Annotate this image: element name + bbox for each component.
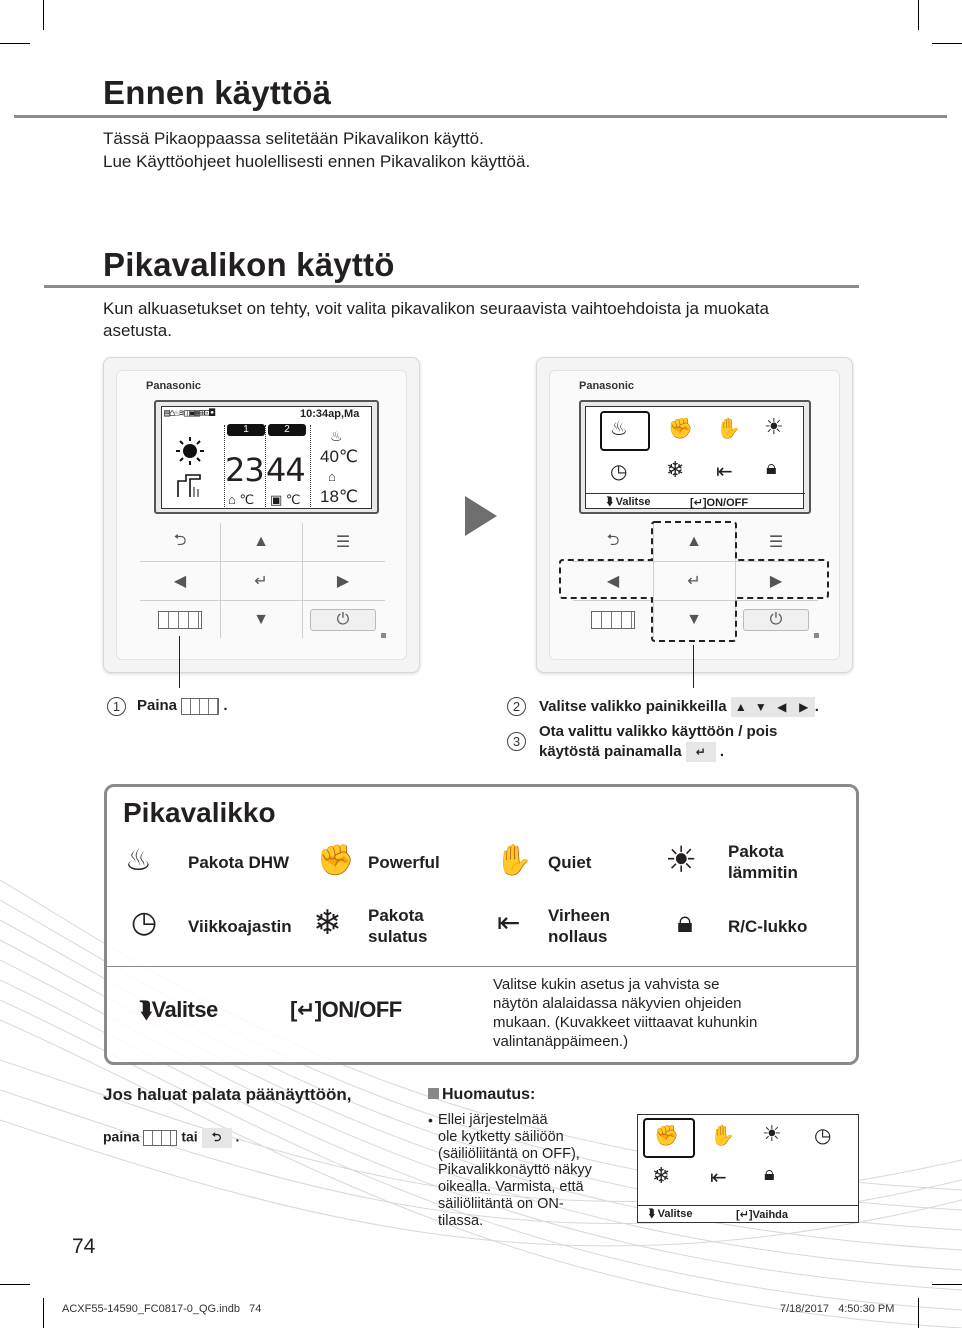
enter-key-icon: ↵ bbox=[686, 742, 716, 762]
onoff-hint: [↵]ON/OFF bbox=[290, 997, 402, 1022]
force-dhw-icon: ♨ bbox=[125, 844, 152, 877]
zone1-badge: 1 bbox=[227, 424, 265, 436]
lcd-onoff-hint: [↵]ON/OFF bbox=[690, 497, 749, 509]
tap-icon bbox=[176, 471, 206, 499]
zone1-unit-row: ⌂ ℃ bbox=[228, 492, 255, 507]
zone2-temp: 44 bbox=[266, 451, 305, 489]
crop-mark bbox=[918, 1298, 919, 1328]
left-button[interactable]: ◀ bbox=[606, 573, 620, 590]
weekly-timer-icon: ◷ bbox=[131, 906, 158, 939]
section2-intro-line2: asetusta. bbox=[103, 321, 172, 340]
left-button[interactable]: ◀ bbox=[173, 573, 187, 590]
crop-mark bbox=[0, 43, 30, 44]
footer-file: ACXF55-14590_FC0817-0_QG.indb 74 bbox=[62, 1303, 262, 1315]
step2-text: Valitse valikko painikkeilla ▲ ▼ ◀ ▶ . bbox=[539, 697, 819, 717]
lcd-clock: 10:34ap,Ma bbox=[300, 408, 360, 420]
down-button[interactable]: ▼ bbox=[686, 611, 702, 628]
crop-mark bbox=[0, 1284, 30, 1285]
rc-lock-icon: 🔒︎ bbox=[766, 457, 777, 479]
left-key-icon: ◀ bbox=[771, 697, 793, 717]
back-button[interactable]: ⮌ bbox=[606, 531, 620, 549]
weekly-timer-icon: ◷ bbox=[610, 461, 628, 483]
menu-label-powerful: Powerful bbox=[368, 853, 440, 872]
tank-icon: ♨ bbox=[330, 428, 343, 444]
crop-mark bbox=[932, 1284, 962, 1285]
up-button[interactable]: ▲ bbox=[253, 533, 269, 550]
error-reset-icon: ⇤ bbox=[710, 1167, 727, 1189]
section2-intro-line1: Kun alkuasetukset on tehty, voit valita pikavalikon seuraavista vaihtoehdoista ja muokata bbox=[103, 299, 769, 318]
menu-label-weekly-timer: Viikkoajastin bbox=[188, 917, 292, 936]
right-button[interactable]: ▶ bbox=[769, 573, 783, 590]
down-button[interactable]: ▼ bbox=[253, 611, 269, 628]
step3-text: Ota valittu valikko käyttöön / pois käytöstä painamalla ↵ . bbox=[539, 722, 777, 762]
remote-controller-quickmenu bbox=[536, 357, 853, 673]
small-lcd-vaihda: [↵]Vaihda bbox=[736, 1209, 789, 1221]
right-key-icon: ▶ bbox=[793, 697, 815, 717]
down-key-icon: ▼ bbox=[751, 697, 771, 717]
step1-text: Paina . bbox=[137, 697, 228, 714]
enter-button[interactable]: ↵ bbox=[254, 573, 268, 590]
menu-label-error-reset: Virheen nollaus bbox=[548, 906, 611, 946]
menu-label-force-dhw: Pakota DHW bbox=[188, 853, 290, 872]
force-heater-icon: ☀ bbox=[665, 839, 698, 880]
note-heading: Huomautus: bbox=[428, 1086, 535, 1104]
menu-button[interactable]: ☰ bbox=[335, 534, 351, 551]
right-button[interactable]: ▶ bbox=[336, 573, 350, 590]
menu-label-force-defrost: Pakota sulatus bbox=[368, 906, 428, 946]
tank-temp: 40℃ bbox=[320, 447, 359, 466]
zone2-badge: 2 bbox=[268, 424, 306, 436]
powerful-icon: ✊ bbox=[317, 844, 355, 877]
quiet-icon: ✋ bbox=[495, 844, 533, 877]
force-heater-icon: ☀ bbox=[762, 1121, 782, 1146]
enter-button[interactable]: ↵ bbox=[687, 573, 701, 590]
force-heater-icon: ☀ bbox=[764, 414, 784, 439]
brand-logo: Panasonic bbox=[579, 380, 635, 392]
section2-rule bbox=[44, 285, 859, 288]
crop-mark bbox=[43, 0, 44, 30]
sun-icon bbox=[176, 437, 204, 465]
menu-button[interactable]: ☰ bbox=[768, 534, 784, 551]
section2-title: Pikavalikon käyttö bbox=[103, 246, 395, 283]
power-button[interactable]: ⏻ bbox=[736, 601, 816, 639]
menu-label-force-heater: Pakota lämmitin bbox=[728, 842, 798, 882]
return-heading: Jos haluat palata päänäyttöön, bbox=[103, 1085, 352, 1104]
section1-title: Ennen käyttöä bbox=[103, 74, 332, 111]
quiet-icon: ✋ bbox=[710, 1125, 735, 1147]
quick-menu-key-icon bbox=[181, 698, 219, 715]
step3: 3 bbox=[507, 732, 526, 751]
valitse-hint: ⮯Valitse bbox=[139, 997, 218, 1022]
highlight-dashed-outline bbox=[557, 518, 832, 648]
powerful-icon: ✊ bbox=[668, 418, 693, 440]
crop-mark bbox=[43, 1298, 44, 1328]
rc-lock-icon: 🔒︎ bbox=[764, 1163, 775, 1185]
return-instruction: paina tai ⮌ . bbox=[103, 1128, 239, 1148]
menu-label-quiet: Quiet bbox=[548, 853, 592, 872]
step2: 2 bbox=[507, 697, 526, 716]
up-key-icon: ▲ bbox=[731, 697, 751, 717]
up-button[interactable]: ▲ bbox=[686, 533, 702, 550]
panel-title: Pikavalikko bbox=[123, 797, 276, 828]
note-text: Ellei järjestelmää ole kytketty säiliöön (säiliöliitäntä on OFF), Pikavalikkonäyttö näkyy oikealla. Varmista, että säiliöliitäntä on ON- tilassa. bbox=[438, 1112, 592, 1229]
power-button[interactable]: ⏻ bbox=[303, 601, 383, 639]
force-defrost-icon: ❄ bbox=[652, 1163, 671, 1188]
next-arrow-icon bbox=[465, 496, 497, 536]
quick-menu-panel bbox=[104, 784, 859, 1065]
menu-label-rc-lock: R/C-lukko bbox=[728, 917, 808, 936]
force-defrost-icon: ❄ bbox=[666, 457, 685, 482]
remote-controller-home bbox=[103, 357, 420, 673]
back-button[interactable]: ⮌ bbox=[173, 531, 187, 549]
lcd-display bbox=[579, 400, 811, 514]
pointer-line bbox=[693, 645, 694, 688]
lcd-display bbox=[154, 400, 379, 514]
outdoor-icon: ⌂ bbox=[328, 469, 336, 484]
pointer-line bbox=[179, 636, 180, 688]
force-defrost-icon: ❄ bbox=[313, 904, 342, 942]
error-reset-icon: ⇤ bbox=[716, 461, 733, 483]
zone1-temp: 23 bbox=[225, 451, 264, 489]
quick-menu-key-icon bbox=[143, 1130, 177, 1146]
section1-rule bbox=[14, 115, 947, 118]
panel-note: Valitse kukin asetus ja vahvista se näytön alalaidassa näkyvien ohjeiden mukaan. (Kuvakkeet viittaavat kuhunkin valintanäppäimeen.) bbox=[493, 976, 758, 1050]
quiet-icon: ✋ bbox=[716, 418, 741, 440]
rc-lock-icon: 🔒︎ bbox=[677, 906, 693, 939]
outdoor-temp: 18℃ bbox=[320, 487, 359, 506]
step1: 1 bbox=[107, 697, 126, 716]
quick-menu-screen-no-tank bbox=[637, 1114, 859, 1223]
crop-mark bbox=[932, 43, 962, 44]
status-icons-row: ▤⌂♨≋◫▣▦⊞⊡◘ bbox=[164, 408, 215, 419]
note-bullet: • bbox=[428, 1112, 433, 1128]
zone2-unit-row: ▣ ℃ bbox=[270, 492, 301, 507]
quick-menu-button[interactable] bbox=[140, 601, 220, 639]
crop-mark bbox=[918, 0, 919, 30]
brand-logo: Panasonic bbox=[146, 380, 202, 392]
error-reset-icon: ⇤ bbox=[497, 907, 521, 938]
section1-line1: Tässä Pikaoppaassa selitetään Pikavalikon käyttö. bbox=[103, 129, 484, 148]
powerful-icon: ✊ bbox=[654, 1125, 679, 1147]
lcd-valitse-hint: ⮯ Valitse bbox=[606, 496, 651, 508]
back-key-icon: ⮌ bbox=[202, 1128, 232, 1148]
page-number: 74 bbox=[72, 1235, 96, 1258]
section1-line2: Lue Käyttöohjeet huolellisesti ennen Pikavalikon käyttöä. bbox=[103, 152, 531, 171]
force-dhw-icon: ♨ bbox=[610, 418, 628, 440]
weekly-timer-icon: ◷ bbox=[814, 1125, 832, 1147]
small-lcd-valitse: ⮯ Valitse bbox=[648, 1208, 693, 1220]
footer-date: 7/18/2017 4:50:30 PM bbox=[780, 1303, 895, 1315]
